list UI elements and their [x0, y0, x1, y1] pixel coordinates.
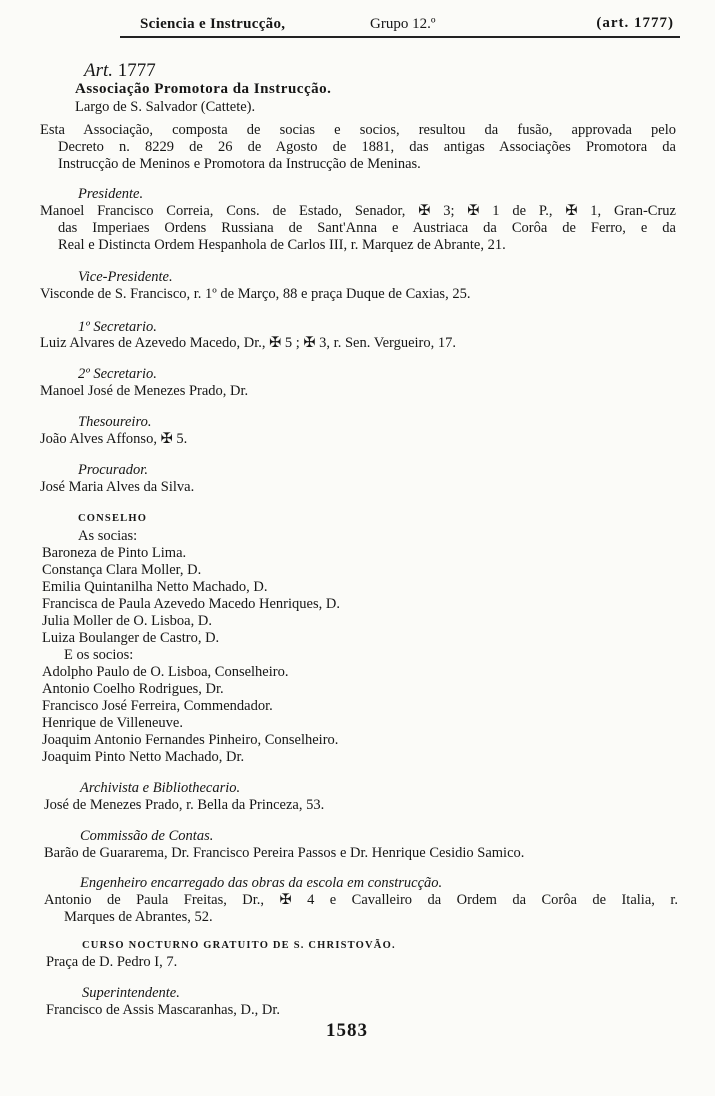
archivista-line: José de Menezes Prado, r. Bella da Princeza, 53.: [44, 797, 325, 813]
commissao-line: Barão de Guararema, Dr. Francisco Pereira Passos e Dr. Henrique Cesidio Samico.: [44, 845, 525, 861]
article-label: Art.: [84, 60, 114, 81]
role-superintendente: Superintendente.: [82, 985, 180, 1001]
header-article-ref: (art. 1777): [596, 15, 674, 31]
segundo-secretario-line: Manoel José de Menezes Prado, Dr.: [40, 383, 249, 399]
role-commissao: Commissão de Contas.: [80, 828, 214, 844]
role-archivista: Archivista e Bibliothecario.: [80, 780, 241, 796]
socia-item: Constança Clara Moller, D.: [42, 562, 202, 578]
presidente-line-1: Manoel Francisco Correia, Cons. de Estado, Senador, ✠ 3; ✠ 1 de P., ✠ 1, Gran-Cruz: [40, 203, 676, 219]
socios-label: E os socios:: [64, 647, 134, 663]
socia-item: Emilia Quintanilha Netto Machado, D.: [42, 579, 268, 595]
article-address: Largo de S. Salvador (Cattete).: [75, 99, 256, 115]
procurador-line: José Maria Alves da Silva.: [40, 479, 195, 495]
header-group: Grupo 12.º: [370, 16, 436, 32]
role-procurador: Procurador.: [78, 462, 148, 478]
engenheiro-line-2: Marques de Abrantes, 52.: [64, 909, 213, 925]
role-presidente: Presidente.: [78, 186, 144, 202]
socio-item: Antonio Coelho Rodrigues, Dr.: [42, 681, 224, 697]
socias-label: As socias:: [78, 528, 138, 544]
role-primeiro-secretario: 1º Secretario.: [78, 319, 157, 335]
superintendente-line: Francisco de Assis Mascaranhas, D., Dr.: [46, 1002, 280, 1018]
running-header: [120, 10, 680, 38]
socio-item: Francisco José Ferreira, Commendador.: [42, 698, 273, 714]
article-heading: [84, 62, 156, 80]
article-title: Associação Promotora da Instrucção.: [75, 81, 332, 97]
socio-item: Joaquim Pinto Netto Machado, Dr.: [42, 749, 245, 765]
thesoureiro-line: João Alves Affonso, ✠ 5.: [40, 431, 188, 447]
header-section: Sciencia e Instrucção,: [140, 16, 286, 32]
presidente-line-2: das Imperiaes Ordens Russiana de Sant'Anna e Austriaca da Corôa de Ferro, e da: [58, 220, 676, 236]
socia-item: Luiza Boulanger de Castro, D.: [42, 630, 220, 646]
socio-item: Joaquim Antonio Fernandes Pinheiro, Conselheiro.: [42, 732, 339, 748]
socio-item: Henrique de Villeneuve.: [42, 715, 183, 731]
socio-item: Adolpho Paulo de O. Lisboa, Conselheiro.: [42, 664, 289, 680]
role-thesoureiro: Thesoureiro.: [78, 414, 152, 430]
socia-item: Francisca de Paula Azevedo Macedo Henriques, D.: [42, 596, 340, 612]
engenheiro-line-1: Antonio de Paula Freitas, Dr., ✠ 4 e Cavalleiro da Ordem da Corôa de Italia, r.: [44, 892, 678, 908]
description-line-3: Instrucção de Meninos e Promotora da Instrucção de Meninas.: [58, 156, 421, 172]
article-number: 1777: [117, 60, 156, 81]
role-segundo-secretario: 2º Secretario.: [78, 366, 157, 382]
description-line-1: Esta Associação, composta de socias e socios, resultou da fusão, approvada pelo: [40, 122, 676, 138]
curso-heading: CURSO NOCTURNO GRATUITO DE S. CHRISTOVÃO.: [82, 940, 396, 951]
vice-presidente-line: Visconde de S. Francisco, r. 1º de Março, 88 e praça Duque de Caxias, 25.: [40, 286, 471, 302]
conselho-heading: CONSELHO: [78, 513, 148, 524]
primeiro-secretario-line: Luiz Alvares de Azevedo Macedo, Dr., ✠ 5 ; ✠ 3, r. Sen. Vergueiro, 17.: [40, 335, 456, 351]
curso-line: Praça de D. Pedro I, 7.: [46, 954, 178, 970]
role-vice-presidente: Vice-Presidente.: [78, 269, 173, 285]
presidente-line-3: Real e Distincta Ordem Hespanhola de Carlos III, r. Marquez de Abrante, 21.: [58, 237, 506, 253]
socia-item: Baroneza de Pinto Lima.: [42, 545, 187, 561]
socia-item: Julia Moller de O. Lisboa, D.: [42, 613, 212, 629]
description-line-2: Decreto n. 8229 de 26 de Agosto de 1881, das antigas Associações Promotora da: [58, 139, 676, 155]
role-engenheiro: Engenheiro encarregado das obras da escola em construcção.: [80, 875, 443, 891]
page-number: 1583: [326, 1020, 368, 1041]
